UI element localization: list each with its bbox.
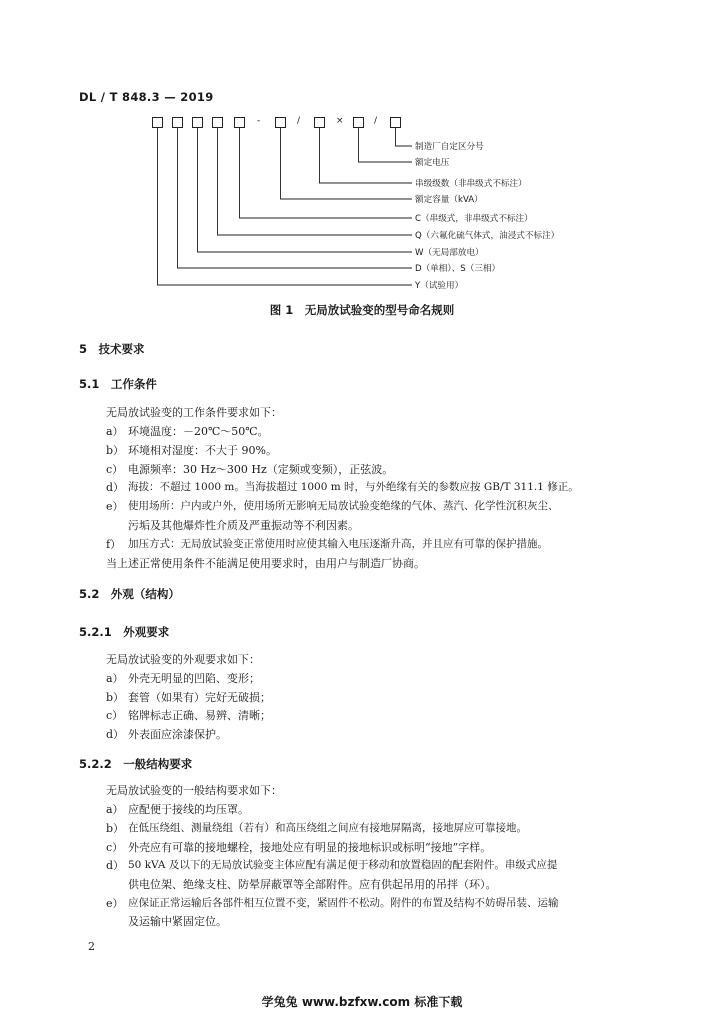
- list-mark: c）: [106, 463, 124, 476]
- list-item: 外壳应有可靠的接地螺栓，接地处应有明显的接地标识或标明“接地”字样。: [128, 841, 492, 854]
- section-5-2-1-heading: 5.2.1 外观要求: [79, 625, 170, 639]
- figure-caption: 图 1 无局放试验变的型号命名规则: [269, 303, 455, 317]
- section-5-2-2-intro: 无局放试验变的一般结构要求如下：: [106, 784, 282, 797]
- site-footer: 学兔兔 www.bzfxw.com 标准下载: [261, 995, 463, 1009]
- label-stages: 串级级数（非串级式不标注）: [415, 179, 527, 189]
- list-mark: a）: [106, 803, 124, 816]
- section-5-1-heading: 5.1 工作条件: [79, 377, 157, 391]
- label-cascade: C（串级式，非串级式不标注）: [415, 214, 533, 224]
- list-item: 使用场所：户内或户外，使用场所无影响无局放试验变绝缘的气体、蒸汽、化学性沉积灰尘、: [128, 500, 559, 512]
- list-mark: f）: [106, 538, 122, 551]
- label-test: Y（试验用）: [415, 281, 464, 291]
- list-item: 在低压绕组、测量绕组（若有）和高压绕组之间应有接地屏隔离，接地屏应可靠接地。: [128, 822, 527, 834]
- separator-slash-2: /: [374, 116, 378, 126]
- separator-times: ×: [336, 116, 344, 126]
- section-5-heading: 5 技术要求: [79, 342, 145, 356]
- list-mark: c）: [106, 709, 124, 722]
- list-item: 环境温度：－20℃～50℃。: [128, 425, 269, 438]
- section-5-2-2-heading: 5.2.2 一般结构要求: [79, 757, 193, 771]
- list-item: 应配便于接线的均压罩。: [128, 803, 249, 816]
- section-5-1-closing: 当上述正常使用条件不能满足使用要求时，由用户与制造厂协商。: [106, 557, 425, 570]
- label-rated-voltage: 额定电压: [415, 158, 450, 168]
- list-item: 应保证正常运输后各部件相互位置不变，紧固件不松动。附件的布置及结构不妨碍吊装、运输: [128, 897, 559, 909]
- list-item: 外壳无明显的凹陷、变形；: [128, 672, 260, 685]
- list-mark: b）: [106, 822, 125, 835]
- list-item: 电源频率：30 Hz～300 Hz（定频或变频），正弦波。: [128, 463, 394, 476]
- list-mark: a）: [106, 425, 124, 438]
- label-manufacturer-code: 制造厂自定区分号: [415, 142, 484, 152]
- label-no-pd: W（无局部放电）: [415, 248, 484, 258]
- document-number: DL / T 848.3 — 2019: [79, 90, 214, 104]
- list-item: 环境相对湿度：不大于 90%。: [128, 444, 277, 457]
- list-item-continuation: 供电位架、绝缘支柱、防晕屏蔽罩等全部附件。应有供起吊用的吊拌（环）。: [128, 878, 497, 891]
- separator-dash: -: [257, 116, 261, 126]
- list-item-continuation: 污垢及其他爆炸性介质及严重振动等不利因素。: [128, 519, 359, 532]
- list-mark: e）: [106, 897, 124, 910]
- section-5-2-heading: 5.2 外观（结构）: [79, 587, 180, 601]
- page-number: 2: [88, 940, 95, 953]
- section-5-2-1-intro: 无局放试验变的外观要求如下：: [106, 653, 260, 666]
- list-item: 50 kVA 及以下的无局放试验变主体应配有满足便于移动和放置稳固的配套附件。串级式应提: [128, 859, 558, 871]
- label-sf6: Q（六氟化硫气体式，油浸式不标注）: [415, 231, 560, 241]
- list-item: 加压方式：无局放试验变正常使用时应使其输入电压逐渐升高，并且应有可靠的保护措施。: [128, 538, 548, 550]
- list-mark: c）: [106, 841, 124, 854]
- list-mark: d）: [106, 859, 125, 872]
- list-item-continuation: 及运输中紧固定位。: [128, 915, 227, 928]
- list-item: 外表面应涂漆保护。: [128, 728, 227, 741]
- separator-slash-1: /: [297, 116, 301, 126]
- list-mark: b）: [106, 444, 125, 457]
- section-5-1-intro: 无局放试验变的工作条件要求如下：: [106, 406, 282, 419]
- list-item: 铭牌标志正确、易辨、清晰；: [128, 709, 271, 722]
- label-phase: D（单相）、S（三相）: [415, 264, 501, 274]
- list-mark: d）: [106, 481, 125, 494]
- list-mark: a）: [106, 672, 124, 685]
- list-mark: e）: [106, 500, 124, 513]
- list-mark: b）: [106, 691, 125, 704]
- list-item: 海拔：不超过 1000 m。当海拔超过 1000 m 时，与外绝缘有关的参数应按 GB/T 311.1 修正。: [128, 481, 579, 493]
- list-item: 套管（如果有）完好无破损；: [128, 691, 271, 704]
- label-capacity: 额定容量（kVA）: [415, 195, 483, 205]
- list-mark: d）: [106, 728, 125, 741]
